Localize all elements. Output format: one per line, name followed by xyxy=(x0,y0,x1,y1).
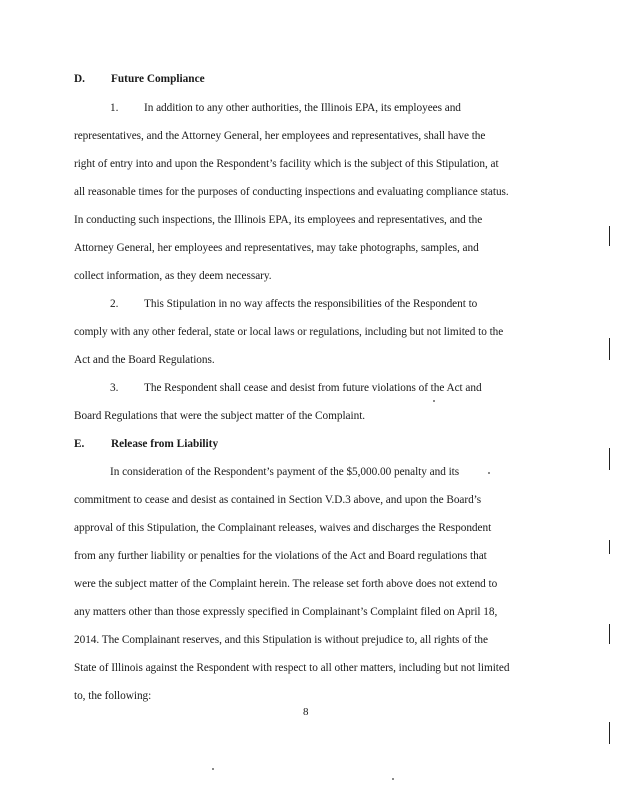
section-d-title: Future Compliance xyxy=(111,73,205,85)
para4-line-6: any matters other than those expressly specified in Complainant’s Complaint filed on April 18, xyxy=(74,606,498,618)
para1-line-5: In conducting such inspections, the Illinois EPA, its employees and representatives, and the xyxy=(74,214,483,226)
para1-line-2: representatives, and the Attorney General, her employees and representatives, shall have the xyxy=(74,130,486,142)
para4-line-4: from any further liability or penalties for the violations of the Act and Board regulations that xyxy=(74,550,487,562)
para4-line-1: In consideration of the Respondent’s payment of the $5,000.00 penalty and its xyxy=(110,466,460,478)
para2-line-3: Act and the Board Regulations. xyxy=(74,354,215,366)
para2-line-1 xyxy=(74,297,477,311)
revision-mark-4 xyxy=(609,540,610,554)
para4-line-5: were the subject matter of the Complaint herein. The release set forth above does not extend to xyxy=(74,578,498,590)
para1-line-3: right of entry into and upon the Respondent’s facility which is the subject of this Stipulation, at xyxy=(74,158,499,170)
para1-line-6: Attorney General, her employees and representatives, may take photographs, samples, and xyxy=(74,242,479,254)
para1-number: 1. xyxy=(110,102,119,114)
revision-mark-2 xyxy=(609,338,610,360)
para2-text-1: This Stipulation in no way affects the responsibilities of the Respondent to xyxy=(144,298,478,310)
scan-speck xyxy=(488,472,490,474)
revision-mark-3 xyxy=(609,448,610,470)
section-e-heading xyxy=(74,437,218,451)
para3-line-2: Board Regulations that were the subject matter of the Complaint. xyxy=(74,410,366,422)
para4-line-3: approval of this Stipulation, the Complainant releases, waives and discharges the Respondent xyxy=(74,522,492,534)
section-d-letter: D. xyxy=(74,73,85,85)
para4-line-7: 2014. The Complainant reserves, and this Stipulation is without prejudice to, all rights of the xyxy=(74,634,488,646)
para1-line-4: all reasonable times for the purposes of conducting inspections and evaluating compliance status. xyxy=(74,186,509,198)
para4-line-8: State of Illinois against the Respondent with respect to all other matters, including but not limited xyxy=(74,662,510,674)
para4-line-9: to, the following: xyxy=(74,690,152,702)
section-d-heading xyxy=(74,72,205,86)
para1-line-1 xyxy=(74,101,461,115)
revision-mark-6 xyxy=(609,722,610,744)
section-e-title: Release from Liability xyxy=(111,438,219,450)
scan-speck xyxy=(212,768,214,770)
para1-text-1: In addition to any other authorities, the Illinois EPA, its employees and xyxy=(144,102,461,114)
para4-line-2: commitment to cease and desist as contained in Section V.D.3 above, and upon the Board’s xyxy=(74,494,482,506)
scan-speck xyxy=(392,778,394,780)
para2-line-2: comply with any other federal, state or local laws or regulations, including but not limited to the xyxy=(74,326,504,338)
scan-speck xyxy=(433,400,435,402)
page-number: 8 xyxy=(303,706,309,718)
para1-line-7: collect information, as they deem necessary. xyxy=(74,270,272,282)
para2-number: 2. xyxy=(110,298,119,310)
revision-mark-5 xyxy=(609,624,610,644)
section-e-letter: E. xyxy=(74,438,85,450)
para3-text-1: The Respondent shall cease and desist from future violations of the Act and xyxy=(144,382,482,394)
revision-mark-1 xyxy=(609,226,610,246)
para3-number: 3. xyxy=(110,382,119,394)
para3-line-1 xyxy=(74,381,482,395)
